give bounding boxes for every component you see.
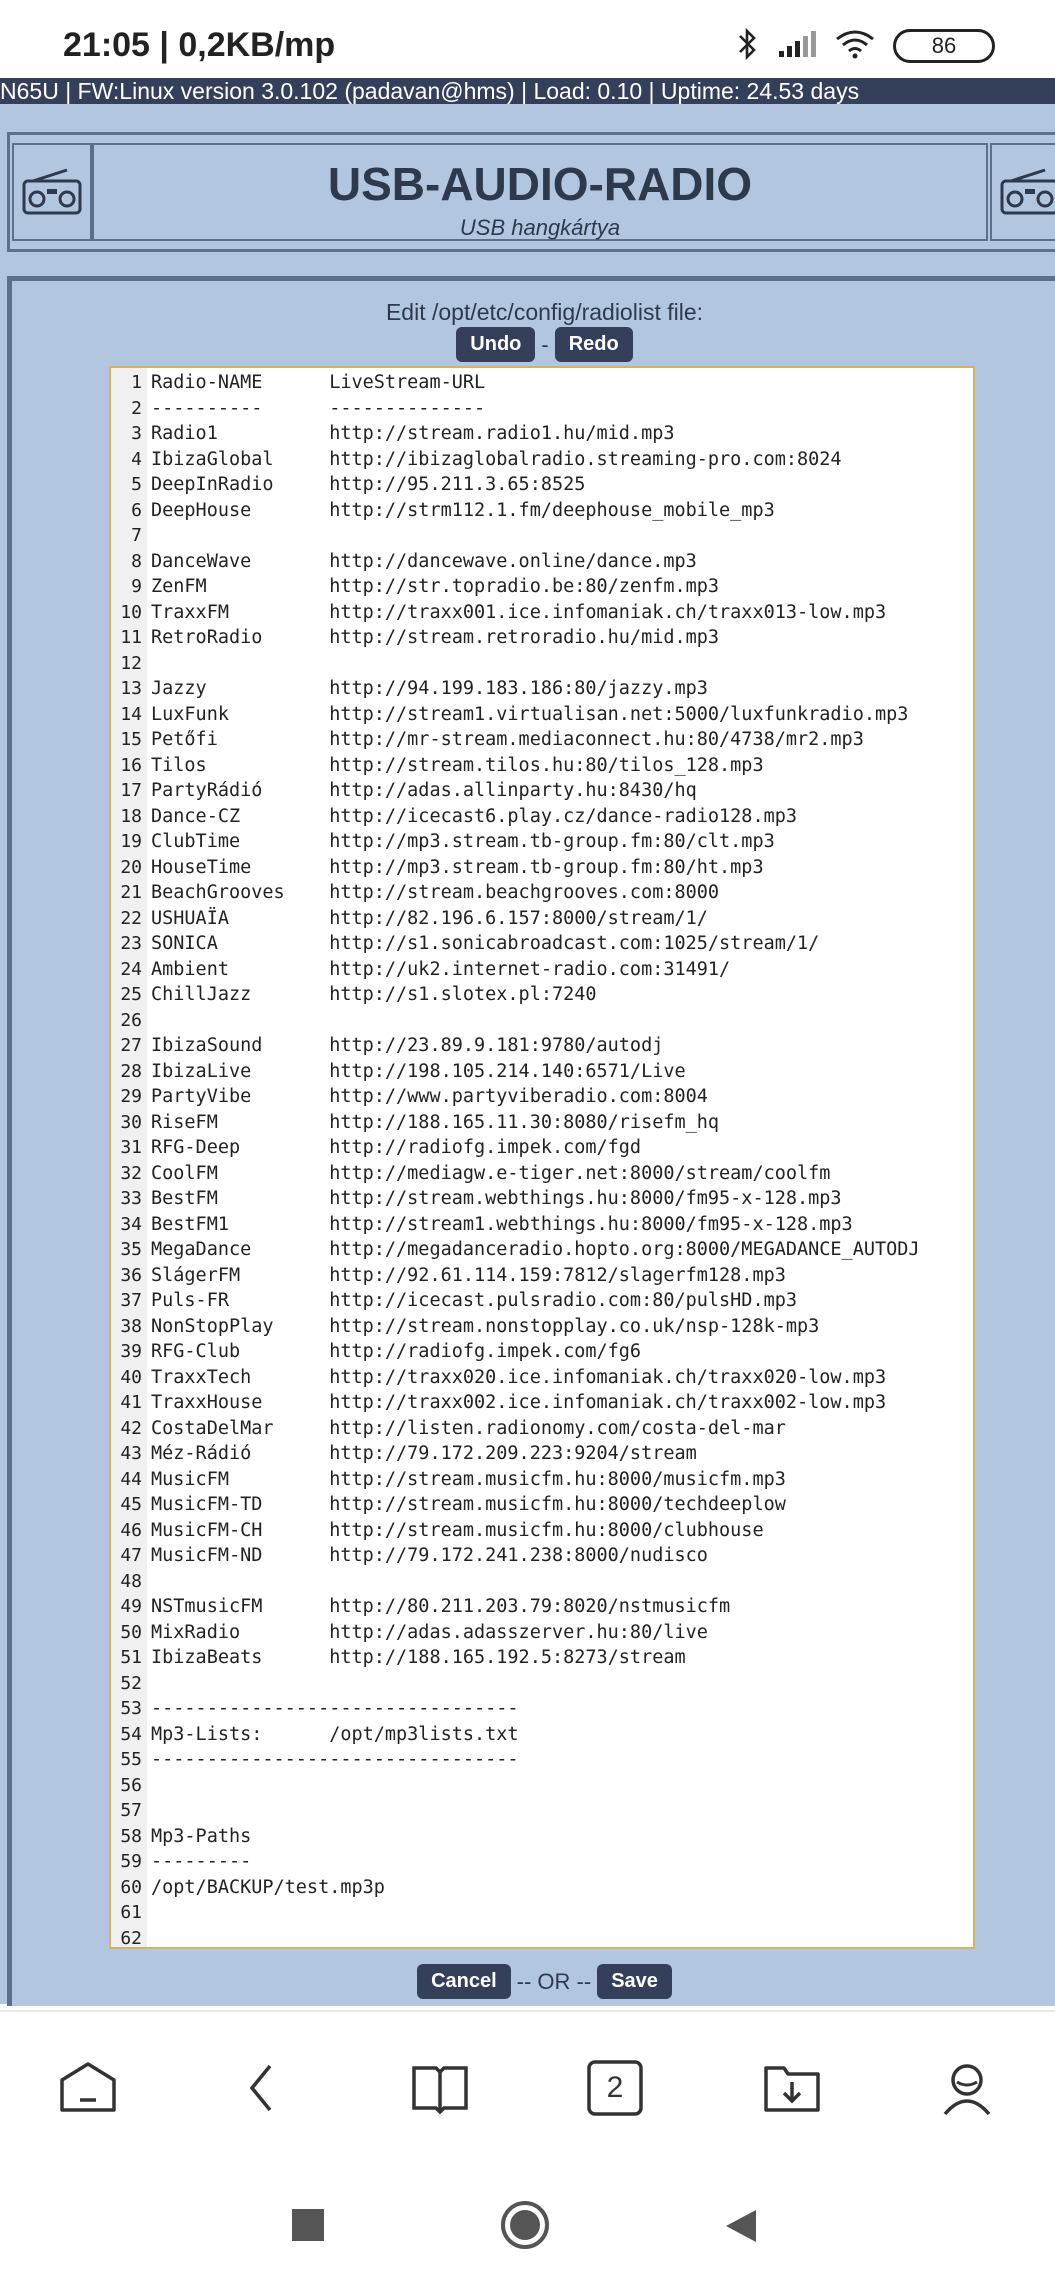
line-text: DeepHouse http://strm112.1.fm/deephouse_mobile_mp3	[151, 499, 775, 521]
line-text: MixRadio http://adas.adasszerver.hu:80/live	[151, 1621, 708, 1643]
editor-line	[111, 1696, 971, 1722]
line-text: MegaDance http://megadanceradio.hopto.org:8000/MEGADANCE_AUTODJ	[151, 1239, 920, 1260]
status-bar	[0, 0, 1055, 78]
profile-icon[interactable]	[937, 2058, 997, 2118]
editor-line	[111, 1237, 971, 1263]
line-number: 30	[120, 1111, 142, 1133]
undo-redo-separator: -	[541, 331, 549, 357]
editor-line	[111, 778, 971, 804]
line-text: PartyVibe http://www.partyviberadio.com:8004	[151, 1086, 708, 1107]
line-text: RFG-Deep http://radiofg.impek.com/fgd	[151, 1137, 642, 1158]
line-number: 33	[120, 1188, 142, 1209]
line-text: Ambient http://uk2.internet-radio.com:31491/	[151, 958, 731, 980]
line-text: Mp3-Paths	[151, 1825, 252, 1847]
editor-line	[111, 1314, 971, 1340]
line-number: 57	[120, 1800, 142, 1821]
line-number: 60	[120, 1876, 142, 1898]
line-text: ClubTime http://mp3.stream.tb-group.fm:80/clt.mp3	[151, 831, 775, 852]
line-number: 16	[120, 754, 142, 776]
editor-line	[111, 600, 971, 626]
line-number: 50	[120, 1621, 142, 1643]
line-number: 12	[120, 652, 142, 674]
line-number: 13	[120, 678, 142, 699]
line-number: 51	[120, 1647, 142, 1668]
line-number: 41	[120, 1392, 142, 1413]
line-text: NonStopPlay http://stream.nonstopplay.co.uk/nsp-128k-mp3	[151, 1315, 820, 1337]
editor-line	[111, 447, 971, 473]
editor-line	[111, 855, 971, 881]
line-number: 22	[120, 907, 142, 929]
line-number: 1	[131, 372, 142, 393]
editor-line	[111, 1594, 971, 1620]
line-number: 49	[120, 1596, 142, 1617]
line-text: /opt/BACKUP/test.mp3p	[151, 1876, 385, 1898]
status-time: 21:05 | 0,2KB/mp	[63, 26, 336, 64]
editor-panel	[7, 276, 1055, 2006]
editor-line	[111, 1161, 971, 1187]
editor-line	[111, 982, 971, 1008]
editor-line	[111, 1645, 971, 1671]
line-number: 17	[120, 780, 142, 801]
line-number: 21	[120, 882, 142, 903]
editor-line	[111, 1008, 971, 1034]
page-title: USB-AUDIO-RADIO	[327, 158, 753, 210]
editor-line	[111, 1263, 971, 1289]
editor-line	[111, 1365, 971, 1391]
radio-icon	[21, 167, 83, 217]
line-text: SlágerFM http://92.61.114.159:7812/slagerfm128.mp3	[151, 1264, 786, 1286]
line-text: BestFM1 http://stream1.webthings.hu:8000/fm95-x-128.mp3	[151, 1213, 853, 1235]
line-number: 56	[120, 1774, 142, 1796]
line-number: 59	[120, 1851, 142, 1872]
editor-line	[111, 1671, 971, 1697]
line-number: 39	[120, 1341, 142, 1362]
editor-line	[111, 957, 971, 983]
line-number: 42	[120, 1417, 142, 1439]
line-number: 45	[120, 1494, 142, 1515]
line-text: NSTmusicFM http://80.211.203.79:8020/nstmusicfm	[151, 1596, 731, 1617]
editor-line	[111, 370, 971, 396]
line-text: CoolFM http://mediagw.e-tiger.net:8000/stream/coolfm	[151, 1162, 831, 1184]
line-text: TraxxHouse http://traxx002.ice.infomaniak.ch/traxx002-low.mp3	[151, 1392, 887, 1413]
editor-line	[111, 498, 971, 524]
editor-line	[111, 1518, 971, 1544]
line-number: 23	[120, 933, 142, 954]
line-text: IbizaBeats http://188.165.192.5:8273/stream	[151, 1647, 686, 1668]
editor-line	[111, 1033, 971, 1059]
line-number: 25	[120, 984, 142, 1005]
line-number: 54	[120, 1723, 142, 1745]
editor-line	[111, 1110, 971, 1136]
editor-line	[111, 1492, 971, 1518]
line-text: Radio-NAME LiveStream-URL	[151, 372, 486, 393]
tabs-icon[interactable]	[585, 2058, 645, 2118]
line-text: TraxxFM http://traxx001.ice.infomaniak.ch/traxx013-low.mp3	[151, 601, 887, 623]
back-triangle-icon[interactable]	[724, 2208, 758, 2244]
line-number: 40	[120, 1366, 142, 1388]
line-number: 58	[120, 1825, 142, 1847]
home-icon[interactable]	[58, 2058, 118, 2118]
line-text: IbizaGlobal http://ibizaglobalradio.streaming-pro.com:8024	[151, 448, 842, 470]
line-text: RetroRadio http://stream.retroradio.hu/mid.mp3	[151, 627, 720, 648]
line-text: MusicFM http://stream.musicfm.hu:8000/musicfm.mp3	[151, 1468, 786, 1490]
line-text: ---------------------------------	[151, 1698, 519, 1719]
line-text: RFG-Club http://radiofg.impek.com/fg6	[151, 1341, 642, 1362]
line-number: 15	[120, 729, 142, 750]
editor-line	[111, 1288, 971, 1314]
editor-line	[111, 523, 971, 549]
editor-line	[111, 1900, 971, 1926]
line-number: 52	[120, 1672, 142, 1694]
line-text: PartyRádió http://adas.allinparty.hu:8430/hq	[151, 780, 697, 801]
line-text: ---------	[151, 1851, 252, 1872]
line-text: MusicFM-ND http://79.172.241.238:8000/nudisco	[151, 1545, 708, 1566]
editor-line	[111, 727, 971, 753]
line-text: MusicFM-TD http://stream.musicfm.hu:8000/techdeeplow	[151, 1494, 786, 1515]
line-text: HouseTime http://mp3.stream.tb-group.fm:80/ht.mp3	[151, 856, 764, 878]
editor-line	[111, 829, 971, 855]
home-circle-icon[interactable]	[500, 2200, 550, 2250]
radiolist-textarea[interactable]	[109, 366, 975, 1949]
editor-line	[111, 753, 971, 779]
editor-line	[111, 1390, 971, 1416]
line-text: IbizaLive http://198.105.214.140:6571/Live	[151, 1060, 686, 1082]
editor-line	[111, 1339, 971, 1365]
editor-line	[111, 1722, 971, 1748]
editor-line	[111, 1212, 971, 1238]
line-number: 6	[131, 499, 142, 521]
line-number: 37	[120, 1290, 142, 1311]
editor-line	[111, 1467, 971, 1493]
redo-button[interactable]: Redo	[555, 327, 633, 362]
line-text: ZenFM http://str.topradio.be:80/zenfm.mp3	[151, 576, 720, 597]
line-number: 5	[131, 474, 142, 495]
editor-line	[111, 1416, 971, 1442]
editor-line	[111, 625, 971, 651]
line-number: 44	[120, 1468, 142, 1490]
editor-line	[111, 472, 971, 498]
bluetooth-icon	[737, 27, 759, 66]
line-number: 28	[120, 1060, 142, 1082]
line-number: 38	[120, 1315, 142, 1337]
page-content	[0, 104, 1055, 2004]
line-number: 7	[131, 525, 142, 546]
back-icon[interactable]	[232, 2058, 292, 2118]
status-icons	[737, 26, 995, 66]
battery-icon: 86	[893, 29, 995, 63]
page-subtitle: USB hangkártya	[459, 215, 621, 240]
editor-line	[111, 931, 971, 957]
wifi-icon	[835, 29, 875, 64]
editor-line	[111, 1747, 971, 1773]
line-number: 4	[131, 448, 142, 470]
editor-line	[111, 1824, 971, 1850]
editor-line	[111, 396, 971, 422]
line-number: 9	[131, 576, 142, 597]
line-number: 34	[120, 1213, 142, 1235]
line-text: Jazzy http://94.199.183.186:80/jazzy.mp3	[151, 678, 708, 699]
line-text: DanceWave http://dancewave.online/dance.mp3	[151, 550, 697, 572]
system-nav-bar	[0, 2160, 1055, 2286]
editor-line	[111, 1135, 971, 1161]
line-text: Tilos http://stream.tilos.hu:80/tilos_128.mp3	[151, 754, 764, 776]
editor-line	[111, 880, 971, 906]
line-number: 48	[120, 1570, 142, 1592]
save-button[interactable]: Save	[597, 1964, 672, 1999]
line-text: USHUAÏA http://82.196.6.157:8000/stream/1/	[151, 907, 708, 929]
editor-line	[111, 702, 971, 728]
line-number: 55	[120, 1749, 142, 1770]
line-number: 20	[120, 856, 142, 878]
editor-line	[111, 804, 971, 830]
router-info-bar: N65U | FW:Linux version 3.0.102 (padavan@hms) | Load: 0.10 | Uptime: 24.53 days	[0, 78, 1055, 104]
line-text: ---------- --------------	[151, 397, 486, 419]
line-number: 3	[131, 423, 142, 444]
editor-line	[111, 1849, 971, 1875]
editor-line	[111, 1059, 971, 1085]
line-number: 46	[120, 1519, 142, 1541]
line-text: MusicFM-CH http://stream.musicfm.hu:8000/clubhouse	[151, 1519, 764, 1541]
editor-line	[111, 1875, 971, 1901]
editor-line	[111, 1543, 971, 1569]
line-number: 14	[120, 703, 142, 725]
line-text: BestFM http://stream.webthings.hu:8000/fm95-x-128.mp3	[151, 1188, 842, 1209]
line-number: 26	[120, 1009, 142, 1031]
editor-line	[111, 1926, 971, 1950]
tab-count: 2	[606, 2071, 624, 2104]
line-text: Dance-CZ http://icecast6.play.cz/dance-radio128.mp3	[151, 805, 798, 827]
recent-apps-icon[interactable]	[292, 2209, 324, 2241]
editor-line	[111, 549, 971, 575]
line-number: 19	[120, 831, 142, 852]
cancel-button[interactable]: Cancel	[417, 1964, 511, 1999]
editor-line	[111, 1186, 971, 1212]
radio-logo-left	[12, 143, 92, 241]
undo-redo-controls	[12, 327, 1055, 362]
line-number: 35	[120, 1239, 142, 1260]
editor-line	[111, 1441, 971, 1467]
line-text: BeachGrooves http://stream.beachgrooves.com:8000	[151, 882, 720, 903]
signal-icon	[777, 29, 817, 64]
line-number: 10	[120, 601, 142, 623]
line-number: 47	[120, 1545, 142, 1566]
line-text: ---------------------------------	[151, 1749, 519, 1770]
line-number: 61	[120, 1902, 142, 1923]
editor-line	[111, 1084, 971, 1110]
line-text: Méz-Rádió http://79.172.209.223:9204/stream	[151, 1443, 697, 1464]
title-box	[92, 143, 988, 241]
line-text: LuxFunk http://stream1.virtualisan.net:5000/luxfunkradio.mp3	[151, 703, 909, 725]
save-controls	[12, 1964, 1055, 1999]
radio-logo-right	[990, 143, 1055, 241]
editor-line	[111, 421, 971, 447]
line-text: RiseFM http://188.165.11.30:8080/risefm_hq	[151, 1111, 720, 1133]
line-text: DeepInRadio http://95.211.3.65:8525	[151, 474, 586, 495]
line-text: Puls-FR http://icecast.pulsradio.com:80/pulsHD.mp3	[151, 1290, 798, 1311]
line-number: 62	[120, 1927, 142, 1949]
line-number: 8	[131, 550, 142, 572]
save-separator: -- OR --	[516, 1968, 592, 1994]
editor-line	[111, 676, 971, 702]
line-number: 11	[120, 627, 142, 648]
line-number: 31	[120, 1137, 142, 1158]
line-text: ChillJazz http://s1.slotex.pl:7240	[151, 984, 597, 1005]
line-number: 32	[120, 1162, 142, 1184]
line-text: CostaDelMar http://listen.radionomy.com/costa-del-mar	[151, 1417, 786, 1439]
undo-button[interactable]: Undo	[456, 327, 535, 362]
editor-line	[111, 906, 971, 932]
line-number: 18	[120, 805, 142, 827]
line-text: Petőfi http://mr-stream.mediaconnect.hu:80/4738/mr2.mp3	[151, 729, 864, 750]
editor-line	[111, 651, 971, 677]
bookmarks-icon[interactable]	[410, 2058, 470, 2118]
line-text: IbizaSound http://23.89.9.181:9780/autodj	[151, 1035, 664, 1056]
line-text: Mp3-Lists: /opt/mp3lists.txt	[151, 1723, 519, 1745]
downloads-icon[interactable]	[762, 2058, 822, 2118]
editor-line	[111, 574, 971, 600]
line-number: 24	[120, 958, 142, 980]
radio-icon	[999, 167, 1055, 217]
editor-line	[111, 1773, 971, 1799]
line-number: 27	[120, 1035, 142, 1056]
line-number: 43	[120, 1443, 142, 1464]
line-text: TraxxTech http://traxx020.ice.infomaniak.ch/traxx020-low.mp3	[151, 1366, 887, 1388]
app-header	[7, 132, 1055, 252]
browser-bottom-nav	[0, 2010, 1055, 2162]
line-number: 2	[131, 397, 142, 419]
line-number: 29	[120, 1086, 142, 1107]
editor-line	[111, 1620, 971, 1646]
edit-file-label: Edit /opt/etc/config/radiolist file:	[385, 299, 704, 325]
line-number: 36	[120, 1264, 142, 1286]
line-text: Radio1 http://stream.radio1.hu/mid.mp3	[151, 423, 675, 444]
line-number: 53	[120, 1698, 142, 1719]
line-text: SONICA http://s1.sonicabroadcast.com:1025/stream/1/	[151, 933, 820, 954]
editor-line	[111, 1798, 971, 1824]
editor-line	[111, 1569, 971, 1595]
